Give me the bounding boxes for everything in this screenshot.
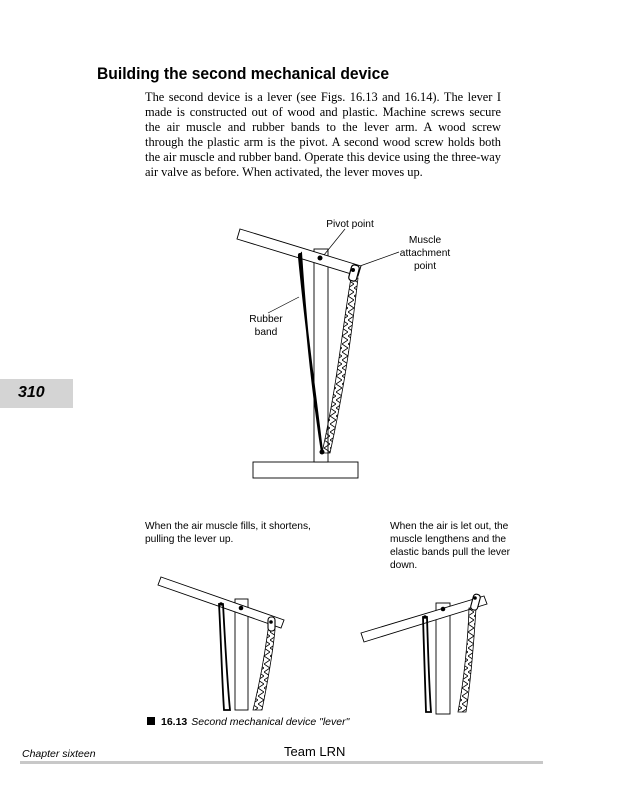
caption-muscle-fills: When the air muscle fills, it shortens, pulling the lever up. — [145, 521, 311, 545]
section-heading: Building the second mechanical device — [97, 64, 390, 83]
lever-up-diagram — [158, 577, 284, 710]
right-muscle-screw — [473, 596, 477, 600]
pivot-leader — [324, 229, 345, 255]
pivot-screw — [318, 256, 323, 261]
right-post — [436, 603, 450, 714]
footer-center-text: Team LRN — [284, 744, 346, 759]
upright-post — [314, 249, 328, 462]
bottom-screw — [320, 450, 325, 455]
pivot-label: Pivot point — [326, 219, 374, 230]
rubber-label-1: Rubber — [249, 314, 283, 325]
muscle-attachment-screw — [351, 268, 355, 272]
right-muscle-fitting — [470, 593, 481, 610]
main-lever-diagram — [237, 219, 450, 478]
caption-bullet-square — [147, 717, 155, 725]
rubber-leader — [268, 297, 299, 313]
footer-chapter: Chapter sixteen — [22, 748, 96, 760]
right-band-screw — [423, 615, 427, 619]
muscle-label-3: point — [413, 261, 437, 272]
rubber-label-2: band — [254, 327, 278, 338]
left-rubber-band — [219, 604, 230, 710]
left-muscle-fitting — [268, 617, 275, 631]
lever-arm — [237, 229, 361, 276]
rubber-band-screw — [298, 253, 302, 257]
figure-caption — [147, 716, 349, 728]
caption-air-let-out: When the air is let out, the muscle lengthens and the elastic bands pull the lever down. — [390, 521, 511, 571]
footer-rule — [20, 761, 543, 764]
right-air-muscle — [458, 608, 476, 712]
lever-down-diagram — [361, 593, 487, 714]
left-muscle-screw — [269, 620, 273, 624]
figure-number: 16.13 — [161, 716, 188, 728]
left-air-muscle — [253, 630, 275, 710]
muscle-label-1: Muscle — [408, 235, 442, 246]
base-board — [253, 462, 358, 478]
left-band-screw — [219, 602, 223, 606]
right-rubber-band — [423, 617, 431, 712]
muscle-leader — [360, 252, 399, 266]
page-number: 310 — [18, 384, 45, 401]
muscle-label-2: attachment — [399, 248, 451, 259]
left-pivot-screw — [239, 606, 244, 611]
figure-title: Second mechanical device "lever" — [191, 716, 350, 728]
body-paragraph: The second device is a lever (see Figs. 16.13 and 16.14). The lever I made is constructed out of wood and plastic. Machine screws secure the air muscle and rubber bands to the lever arm. A wood screw through the plastic arm is the pivot. A second wood screw holds both the air muscle and rubber band. Operate this device using the three-way air valve as before. When activated, the lever moves up. — [145, 90, 501, 180]
right-pivot-screw — [441, 607, 446, 612]
